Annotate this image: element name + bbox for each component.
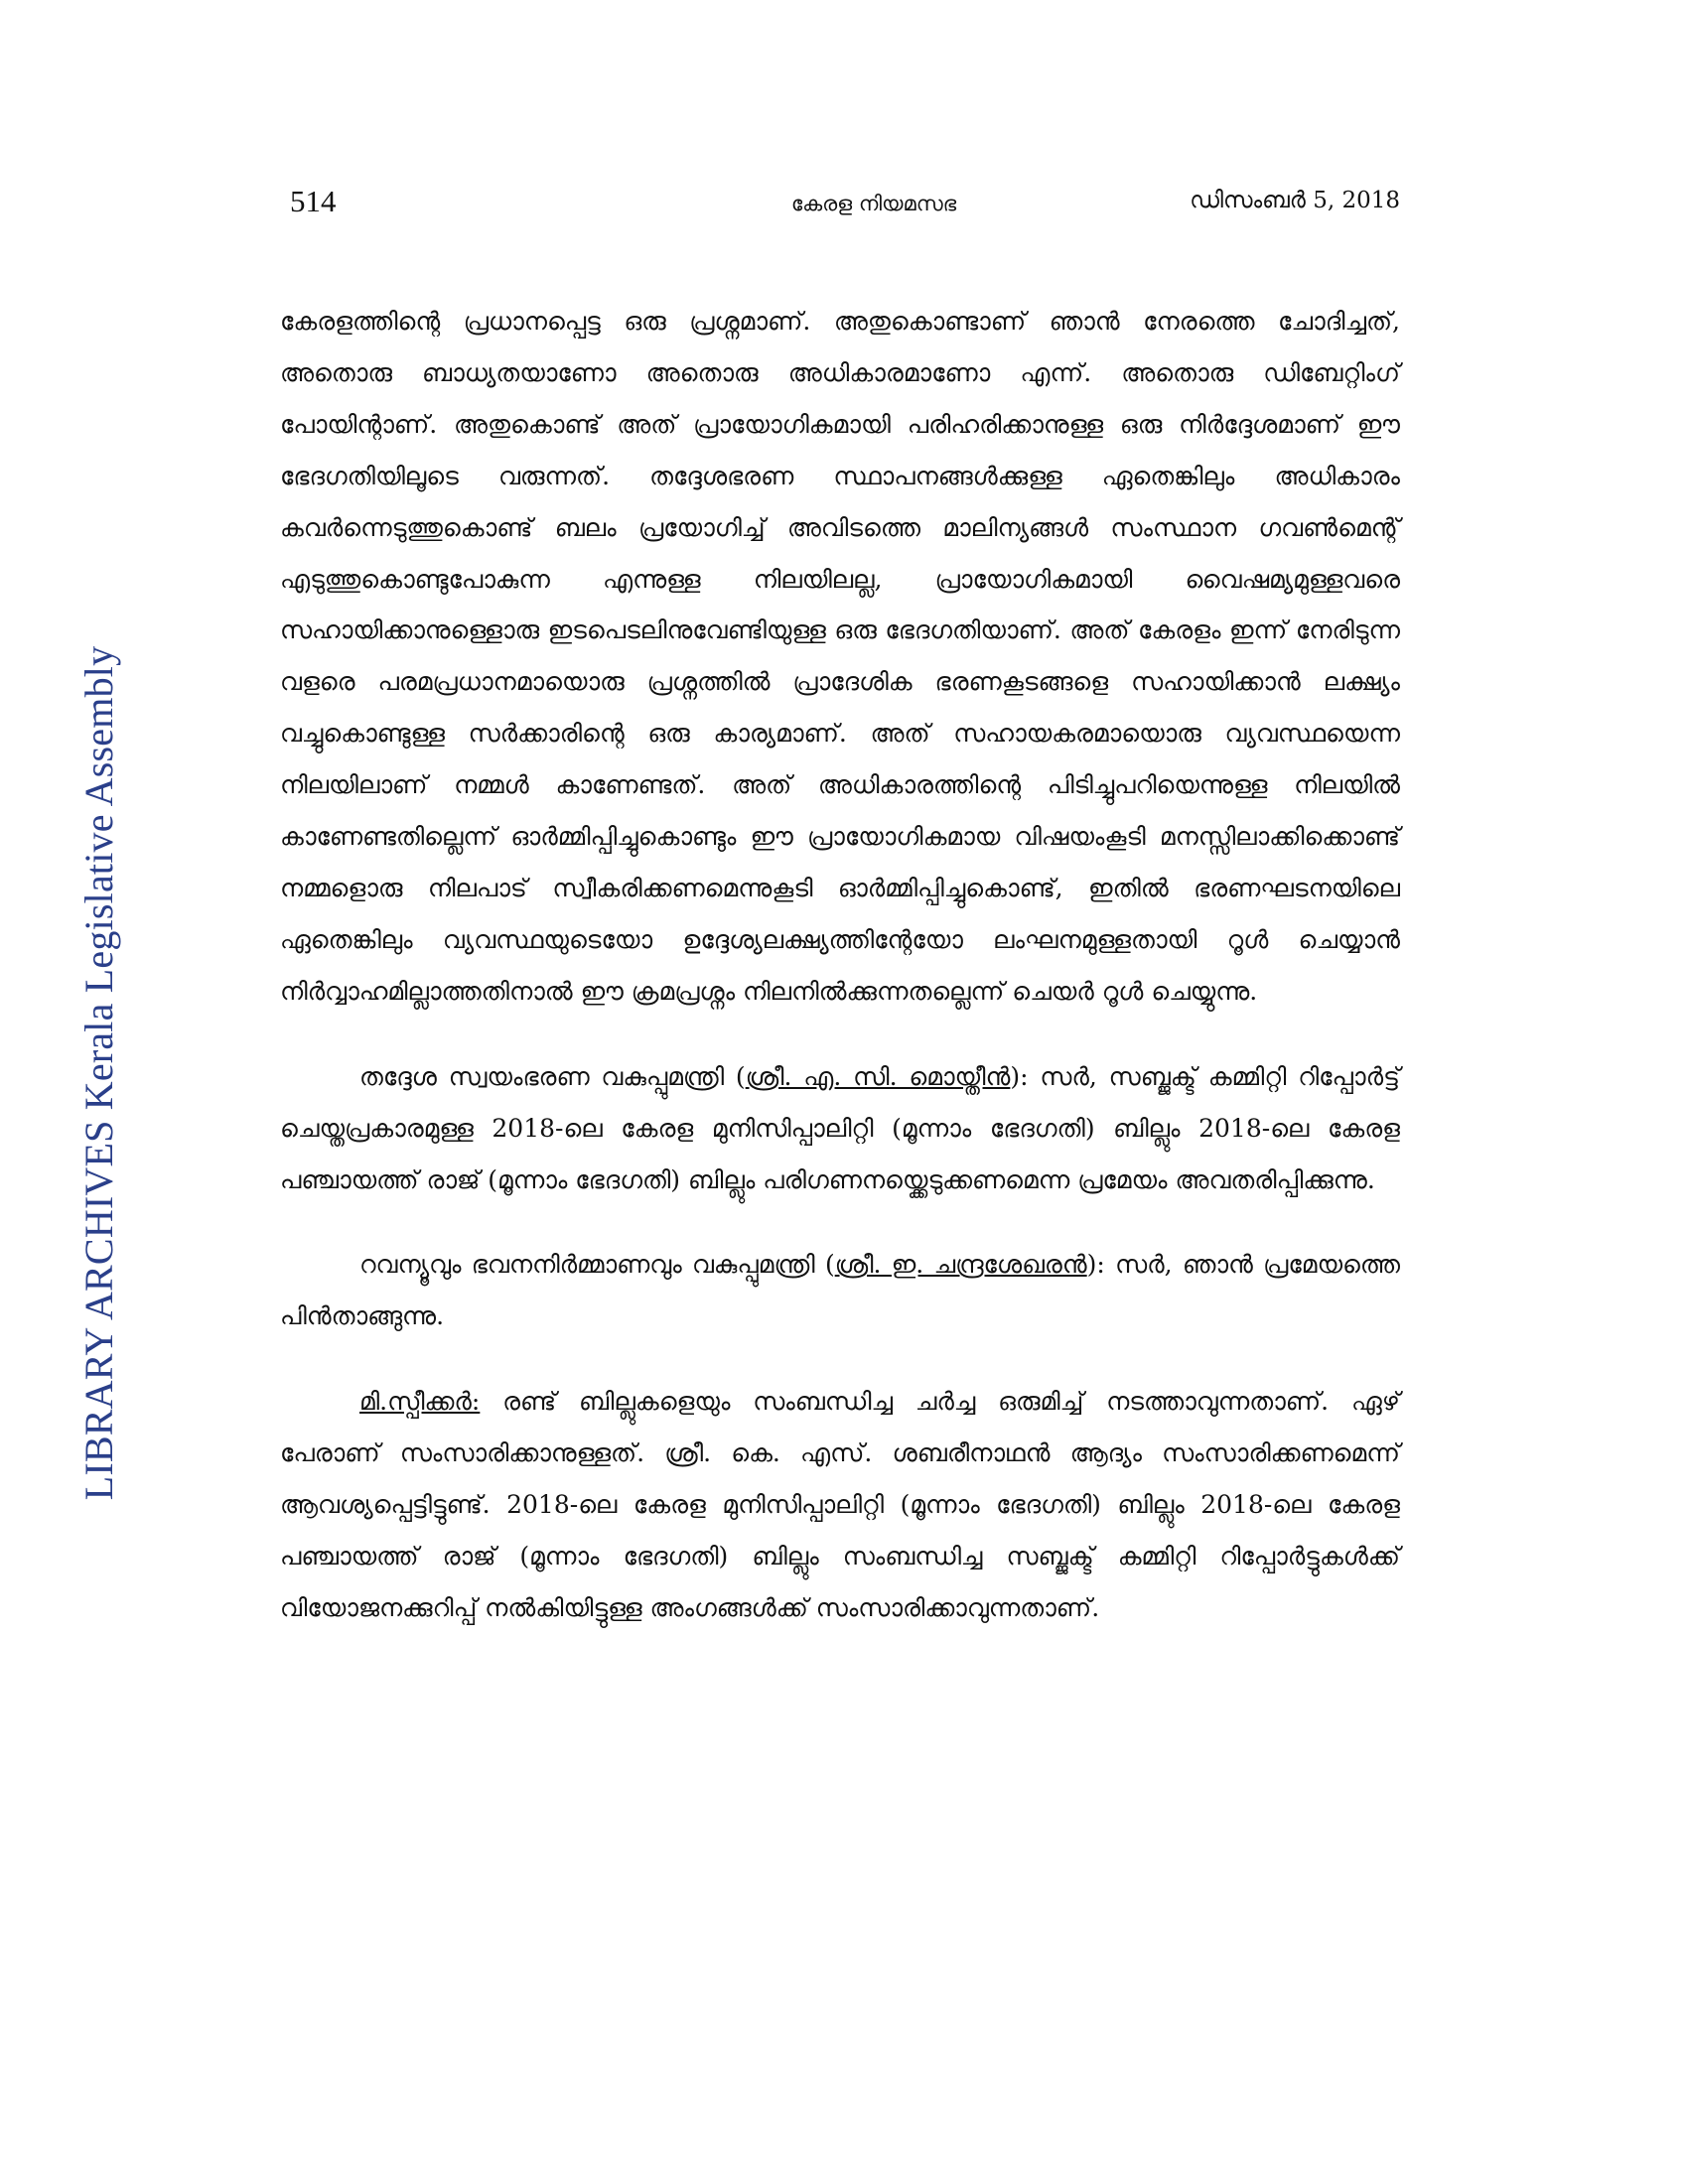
speaker-name: മി.സ്പീക്കർ: — [359, 1387, 481, 1417]
speaker-role: റവന്യൂവും ഭവനനിർമ്മാണവും വകുപ്പുമന്ത്രി ( — [359, 1250, 835, 1280]
paragraph-minister-second — [280, 1239, 1400, 1342]
running-title: കേരള നിയമസഭ — [790, 192, 957, 215]
speech-text: ): സർ, സബ്ജക്ട് കമ്മിറ്റി റിപ്പോർട്ട് ചെയ്തപ്രകാരമുള്ള 2018-ലെ കേരള മുനിസിപ്പാലിറ്റി (മൂന്നാം ഭേദഗതി) ബില്ലും 2018-ലെ കേരള പഞ്ചായത്ത് രാജ് (മൂന്നാം ഭേദഗതി) ബില്ലും പരിഗണനയ്ക്കെടുക്കണമെന്ന പ്രമേയം അവതരിപ്പിക്കുന്നു. — [280, 1061, 1400, 1194]
paragraph-ruling: കേരളത്തിന്റെ പ്രധാനപ്പെട്ട ഒരു പ്രശ്നമാണ്. അതുകൊണ്ടാണ് ഞാൻ നേരത്തെ ചോദിച്ചത്, അതൊരു ബാധ്യതയാണോ അതൊരു അധികാരമാണോ എന്ന്. അതൊരു ഡിബേറ്റിംഗ് പോയിന്റാണ്. അതുകൊണ്ട് അത് പ്രായോഗികമായി പരിഹരിക്കാനുള്ള ഒരു നിർദ്ദേശമാണ് ഈ ഭേദഗതിയിലൂടെ വരുന്നത്. തദ്ദേശഭരണ സ്ഥാപനങ്ങൾക്കുള്ള ഏതെങ്കിലും അധികാരം കവർന്നെടുത്തുകൊണ്ട് ബലം പ്രയോഗിച്ച് അവിടത്തെ മാലിന്യങ്ങൾ സംസ്ഥാന ഗവൺമെന്റ് എടുത്തുകൊണ്ടുപോകുന്ന എന്നുള്ള നിലയിലല്ല, പ്രായോഗികമായി വൈഷമ്യമുള്ളവരെ സഹായിക്കാനുള്ളൊരു ഇടപെടലിനുവേണ്ടിയുള്ള ഒരു ഭേദഗതിയാണ്. അത് കേരളം ഇന്ന് നേരിടുന്ന വളരെ പരമപ്രധാനമായൊരു പ്രശ്നത്തിൽ പ്രാദേശിക ഭരണകൂടങ്ങളെ സഹായിക്കാൻ ലക്ഷ്യം വച്ചുകൊണ്ടുള്ള സർക്കാരിന്റെ ഒരു കാര്യമാണ്. അത് സഹായകരമായൊരു വ്യവസ്ഥയെന്ന നിലയിലാണ് നമ്മൾ കാണേണ്ടത്. അത് അധികാരത്തിന്റെ പിടിച്ചുപറിയെന്നുള്ള നിലയിൽ കാണേണ്ടതില്ലെന്ന് ഓർമ്മിപ്പിച്ചുകൊണ്ടും ഈ പ്രായോഗികമായ വിഷയംകൂടി മനസ്സിലാക്കിക്കൊണ്ട് നമ്മളൊരു നിലപാട് സ്വീകരിക്കണമെന്നുകൂടി ഓർമ്മിപ്പിച്ചുകൊണ്ട്, ഇതിൽ ഭരണഘടനയിലെ ഏതെങ്കിലും വ്യവസ്ഥയുടെയോ ഉദ്ദേശ്യലക്ഷ്യത്തിന്റേയോ ലംഘനമുള്ളതായി റൂൾ ചെയ്യാൻ നിർവ്വാഹമില്ലാത്തതിനാൽ ഈ ക്രമപ്രശ്നം നിലനിൽക്കുന്നതല്ലെന്ന് ചെയർ റൂൾ ചെയ്യുന്നു. — [280, 307, 1400, 1006]
speech-text: രണ്ട് ബില്ലുകളെയും സംബന്ധിച്ച ചർച്ച ഒരുമിച്ച് നടത്താവുന്നതാണ്. ഏഴ് പേരാണ് സംസാരിക്കാനുള്ളത്. ശ്രീ. കെ. എസ്. ശബരീനാഥൻ ആദ്യം സംസാരിക്കണമെന്ന് ആവശ്യപ്പെട്ടിട്ടുണ്ട്. 2018-ലെ കേരള മുനിസിപ്പാലിറ്റി (മൂന്നാം ഭേദഗതി) ബില്ലും 2018-ലെ കേരള പഞ്ചായത്ത് രാജ് (മൂന്നാം ഭേദഗതി) ബില്ലും സംബന്ധിച്ച സബ്ജക്ട് കമ്മിറ്റി റിപ്പോർട്ടുകൾക്ക് വിയോജനക്കുറിപ്പ് നൽകിയിട്ടുള്ള അംഗങ്ങൾക്ക് സംസാരിക്കാവുന്നതാണ്. — [280, 1387, 1400, 1622]
page-header — [0, 184, 1688, 223]
speech-text: ): സർ, ഞാൻ പ്രമേയത്തെ പിൻതാങ്ങുന്നു. — [280, 1250, 1400, 1331]
speaker-role: തദ്ദേശ സ്വയംഭരണ വകുപ്പുമന്ത്രി ( — [359, 1061, 746, 1091]
library-archives-watermark: LIBRARY ARCHIVES Kerala Legislative Assembly — [76, 645, 121, 1501]
paragraph-speaker — [280, 1376, 1400, 1634]
paragraph-minister-motion — [280, 1051, 1400, 1206]
speaker-name: ശ്രീ. ഇ. ചന്ദ്രശേഖരൻ — [834, 1250, 1087, 1280]
page-number: 514 — [290, 184, 337, 218]
issue-date: ഡിസംബർ 5, 2018 — [1190, 188, 1400, 213]
speaker-name: ശ്രീ. എ. സി. മൊയ്തീൻ — [745, 1061, 1011, 1091]
document-body — [280, 296, 1400, 1634]
